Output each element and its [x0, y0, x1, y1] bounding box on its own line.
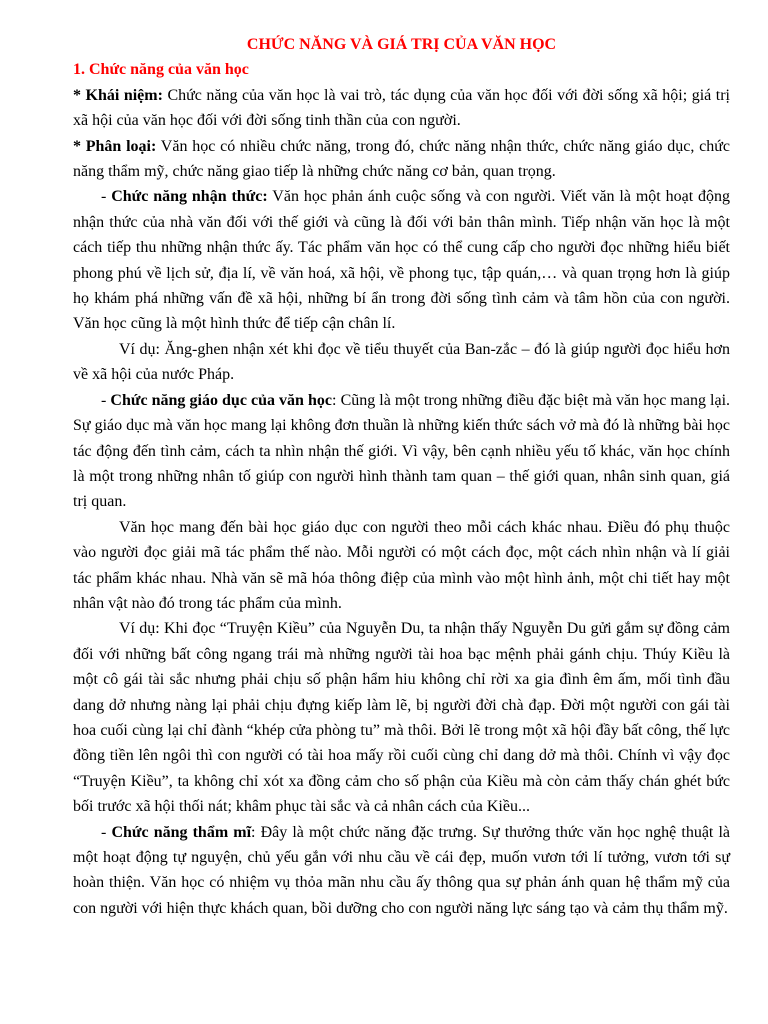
nhan-thuc-label: Chức năng nhận thức: [111, 188, 268, 206]
nhan-thuc-example: Ví dụ: Ăng-ghen nhận xét khi đọc về tiểu thuyết của Ban-zắc – đó là giúp người đọc hiểu hơn về xã hội của nước Pháp. [73, 340, 730, 384]
phan-loai-paragraph [73, 134, 730, 185]
giao-duc-paragraph [73, 388, 730, 515]
nhan-thuc-paragraph [73, 184, 730, 336]
khai-niem-paragraph [73, 83, 730, 134]
section-1-heading: 1. Chức năng của văn học [73, 61, 249, 79]
giao-duc-label: Chức năng giáo dục của văn học [110, 391, 333, 409]
nhan-thuc-dash: - [101, 188, 112, 206]
tham-mi-paragraph [73, 820, 730, 922]
giao-duc-dash: - [101, 391, 111, 409]
tham-mi-dash: - [101, 823, 112, 841]
document-title: CHỨC NĂNG VÀ GIÁ TRỊ CỦA VĂN HỌC [246, 36, 557, 53]
giao-duc-example: Ví dụ: Khi đọc “Truyện Kiều” của Nguyễn Du, ta nhận thấy Nguyễn Du gửi gắm sự đồng cảm đối với những bất công ngang trái mà những người tài hoa bạc mệnh phải gánh chịu. Thúy Kiều là một cô gái tài sắc nhưng phải chịu số phận hẩm hiu không chỉ rời xa gia đình êm ấm, mối tình đầu dang dở nhưng nàng lại phải chịu đựng kiếp làm lẽ, bị người đời chà đạp. Đời một người con gái tài hoa cuối cùng lại chỉ đành “khép cửa phòng tu” mà thôi. Bởi lẽ trong một xã hội đầy bất công, thế lực đồng tiền lên ngôi thì con người có tài hoa mấy rồi cuối cùng chỉ dang dở mà thôi. Chính vì vậy đọc “Truyện Kiều”, ta không chỉ xót xa đồng cảm cho số phận của Kiều mà còn cảm thấy chán ghét bức bối trước xã hội thối nát; khâm phục tài sắc và cả nhân cách của Kiều... [73, 620, 730, 816]
phan-loai-text: Văn học có nhiều chức năng, trong đó, chức năng nhận thức, chức năng giáo dục, chức năng thẩm mỹ, chức năng giao tiếp là những chức năng cơ bản, quan trọng. [73, 137, 730, 181]
nhan-thuc-text: Văn học phản ánh cuộc sống và con người. Viết văn là một hoạt động nhận thức của nhà văn đối với thế giới và cũng là đối với bản thân mình. Tiếp nhận văn học là một cách tiếp thu những nhận thức ấy. Tác phẩm văn học có thể cung cấp cho người đọc những hiểu biết phong phú về lịch sử, địa lí, về văn hoá, xã hội, về phong tục, tập quán,… và quan trọng hơn là giúp họ khám phá những vấn đề xã hội, những bí ẩn trong đời sống tình cảm và tâm hồn của con người. Văn học cũng là một hình thức để tiếp cận chân lí. [73, 188, 731, 333]
khai-niem-text: Chức năng của văn học là vai trò, tác dụng của văn học đối với đời sống xã hội; giá trị xã hội của văn học đối với đời sống tinh thần của con người. [73, 86, 730, 130]
phan-loai-label: * Phân loại: [73, 137, 157, 155]
khai-niem-label: * Khái niệm: [73, 86, 163, 104]
tham-mi-text: : Đây là một chức năng đặc trưng. Sự thưởng thức văn học nghệ thuật là một hoạt động tự nguyện, chủ yếu gắn với nhu cầu về cái đẹp, muốn vươn tới lí tưởng, vươn tới sự hoàn thiện. Văn học có nhiệm vụ thỏa mãn nhu cầu ấy thông qua sự phản ánh quan hệ thẩm mỹ của con người với hiện thực khách quan, bồi dưỡng cho con người năng lực sáng tạo và cảm thụ thẩm mỹ. [73, 823, 731, 917]
giao-duc-text: : Cũng là một trong những điều đặc biệt mà văn học mang lại. Sự giáo dục mà văn học mang lại không đơn thuần là những kiến thức sách vở mà đó là những bài học tác động đến tình cảm, cách ta nhìn nhận thế giới. Vì vậy, bên cạnh nhiều yếu tố khác, văn học chính là một trong những nhân tố giúp con người hình thành tam quan – thế giới quan, nhân sinh quan, giá trị quan. [73, 391, 731, 511]
giao-duc-paragraph-2: Văn học mang đến bài học giáo dục con người theo mỗi cách khác nhau. Điều đó phụ thuộc vào người đọc giải mã tác phẩm thế nào. Mỗi người có một cách đọc, một cách nhìn nhận và lí giải tác phẩm khác nhau. Nhà văn sẽ mã hóa thông điệp của mình vào một hình ảnh, một chi tiết hay một nhân vật nào đó trong tác phẩm của mình. [73, 518, 730, 612]
tham-mi-label: Chức năng thẩm mĩ [111, 823, 252, 841]
